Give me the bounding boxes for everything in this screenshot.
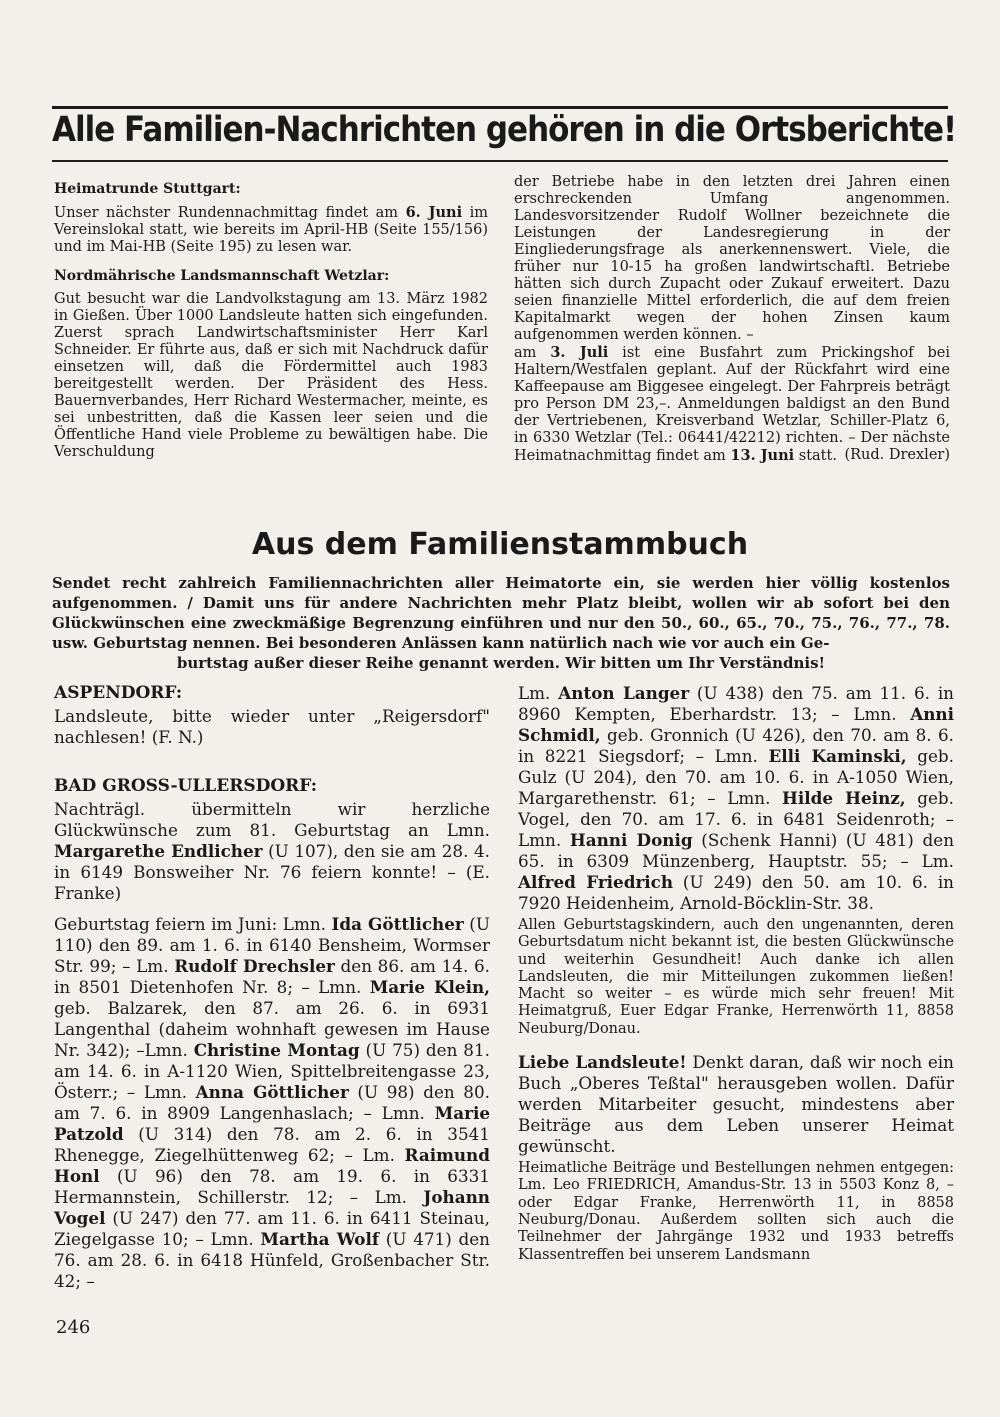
person-name: Alfred Friedrich	[518, 872, 674, 892]
person-name: Anni Schmidl,	[518, 704, 954, 745]
top-right-column	[514, 174, 950, 465]
entry-text: Geburtstag feiern im Juni: Lmn.	[54, 914, 332, 934]
bad-gross-birthdays	[54, 914, 490, 1292]
signature: (Rud. Drexler)	[844, 447, 950, 463]
person-name: Ida Göttlicher	[331, 914, 464, 934]
aspendorf-heading: ASPENDORF:	[54, 683, 183, 703]
person-name: Raimund Honl	[54, 1145, 490, 1186]
person-name: Hilde Heinz,	[782, 788, 906, 808]
person-name: Anna Göttlicher	[195, 1082, 349, 1102]
entry-text: geb. Vogel, den 70. am 17. 6. in 6481 Seidenroth; – Lmn.	[518, 788, 954, 850]
person-name: Elli Kaminski,	[768, 746, 907, 766]
entry-text: (U 98) den 80. am 7. 6. in 8909 Langenhaslach; – Lmn.	[54, 1082, 490, 1123]
entry-text: (U 75) den 81. am 14. 6. in A-1120 Wien, Spittelbreitengasse 23, Österr.; – Lmn.	[54, 1040, 490, 1102]
banner-top-rule	[52, 106, 948, 109]
entry-text: Lm.	[518, 683, 559, 703]
entry-text: (U 96) den 78. am 19. 6. in 6331 Hermannstein, Schillerstr. 12; – Lm.	[54, 1166, 490, 1207]
person-name: Johann Vogel	[54, 1187, 490, 1228]
entry-text: (U 249) den 50. am 10. 6. in 7920 Heidenheim, Arnold-Böcklin-Str. 38.	[518, 872, 954, 913]
entry-text: geb. Gulz (U 204), den 70. am 10. 6. in A-1050 Wien, Margarethenstr. 61; – Lmn.	[518, 746, 954, 808]
contributions-note: Heimatliche Beiträge und Bestellungen nehmen entgegen: Lm. Leo FRIEDRICH, Amandus-Str. 13 in 5503 Konz 8, – oder Edgar Franke, Herrenwörth 11, in 8858 Neuburg/Donau. Außerdem sollten sich auch die Teilnehmer der Jahrgänge 1932 und 1933 betreffs Klassentreffen bei unserem Landsmann	[518, 1160, 954, 1263]
entry-text: (U 471) den 76. am 28. 6. in 6418 Hünfeld, Großenbacher Str. 42; –	[54, 1229, 490, 1291]
person-name: Marie Patzold	[54, 1103, 490, 1144]
banner-heading: Alle Familien-Nachrichten gehören in die Ortsberichte!	[52, 109, 957, 151]
right-birthdays	[518, 683, 954, 914]
aspendorf-text: Landsleute, bitte wieder unter „Reigersdorf" nachlesen! (F. N.)	[54, 706, 490, 747]
wetzlar-text: Gut besucht war die Landvolkstagung am 13. März 1982 in Gießen. Über 1000 Landsleute hatten sich eingefunden. Zuerst sprach Landwirtschaftsminister Herr Karl Schneider. Er führte aus, daß er sich mit Nachdruck dafür einsetzen will, daß die Fördermittel auch 1983 bereitgestellt werden. Der Präsident des Hess. Bauernverbandes, Herr Richard Westermacher, meinte, es sei unbestritten, daß die Kassen leer seien und die Öffentliche Hand viele Probleme zu bewältigen habe. Die Verschuldung	[54, 291, 488, 460]
intro-notice: Sendet recht zahlreich Familiennachrichten aller Heimatorte ein, sie werden hier völlig kostenlos aufgenommen. / Damit uns für andere Nachrichten mehr Platz bleibt, wollen wir ab sofort bei den Glückwünschen eine zweckmäßige Begrenzung einführen und nur den 50., 60., 65., 70., 75., 76., 77., 78. usw. Geburtstag nennen. Bei besonderen Anlässen kann natürlich nach wie vor auch ein Ge- burtstag außer dieser Reihe genannt werden. Wir bitten um Ihr Verständnis!	[52, 574, 950, 672]
entry-text: geb. Balzarek, den 87. am 26. 6. in 6931 Langenthal (daheim wohnhaft gewesen im Hause Nr. 342); –Lmn.	[54, 998, 490, 1060]
bad-gross-heading: BAD GROSS-ULLERSDORF:	[54, 776, 318, 796]
closing-greeting: Allen Geburtstagskindern, auch den ungenannten, deren Geburtsdatum nicht bekannt ist, die besten Glückwünsche und weiterhin Gesundheit! Auch danke ich allen Landsleuten, die mir Mitteilungen zukommen ließen! Macht so weiter – es würde mich sehr freuen! Mit Heimatgruß, Euer Edgar Franke, Herrenwörth 11, 8858 Neuburg/Donau.	[518, 917, 954, 1037]
entry-text: (Schenk Hanni) (U 481) den 65. in 6309 Münzenberg, Hauptstr. 55; – Lm.	[518, 830, 954, 871]
person-name: Marie Klein,	[369, 977, 490, 997]
person-name: Hanni Donig	[569, 830, 693, 850]
entry-text: (U 247) den 77. am 11. 6. in 6411 Steinau, Ziegelgasse 10; – Lmn.	[54, 1208, 490, 1249]
bad-gross-belated: Nachträgl. übermitteln wir herzliche Glückwünsche zum 81. Geburtstag an Lmn. Margarethe Endlicher (U 107), den sie am 28. 4. in 6149 Bonsweiher Nr. 76 feiern konnte! – (E. Franke)	[54, 799, 490, 903]
top-left-column	[54, 181, 488, 461]
page-number: 246	[56, 1317, 91, 1338]
stuttgart-heading: Heimatrunde Stuttgart:	[54, 181, 241, 197]
liebe-landsleute: Liebe Landsleute! Denkt daran, daß wir noch ein Buch „Oberes Teßtal" herausgeben wollen. Dafür werden Mitarbeiter gesucht, mindestens aber Beiträge aus dem Leben unserer Heimat gewünscht.	[518, 1052, 954, 1157]
entry-text: (U 110) den 89. am 1. 6. in 6140 Bensheim, Wormser Str. 99; – Lm.	[54, 914, 490, 976]
section-title: Aus dem Familienstammbuch	[251, 527, 749, 562]
person-name: Anton Langer	[558, 683, 690, 703]
person-name: Christine Montag	[193, 1040, 360, 1060]
wetzlar-continued: der Betriebe habe in den letzten drei Jahren einen erschreckenden Umfang angenommen. Landesvorsitzender Rudolf Wollner bezeichnete die Leistungen der Landesregierung in der Eingliederungsfrage als anerkennenswert. Viele, die früher nur 10-15 ha großen landwirtschaftl. Betriebe hätten sich durch Zupacht oder Zukauf erweitert. Dazu seien finanzielle Mittel erforderlich, die auf dem freien Kapitalmarkt wegen der hohen Zinsen kaum aufgenommen werden können. –	[514, 174, 950, 343]
stuttgart-text: Unser nächster Rundennachmittag findet am 6. Juni im Vereinslokal statt, wie bereits im April-HB (Seite 155/156) und im Mai-HB (Seite 195) zu lesen war.	[54, 204, 489, 255]
banner-bottom-rule	[52, 160, 948, 162]
entry-text: (U 438) den 75. am 11. 6. in 8960 Kempten, Eberhardstr. 13; – Lmn.	[518, 683, 954, 724]
person-name: Rudolf Drechsler	[174, 956, 335, 976]
entry-text: geb. Gronnich (U 426), den 70. am 8. 6. in 8221 Siegsdorf; – Lmn.	[518, 725, 954, 766]
entry-text: den 86. am 14. 6. in 8501 Dietenhofen Nr. 8; – Lmn.	[54, 956, 490, 997]
person-name: Martha Wolf	[260, 1229, 380, 1249]
wetzlar-heading: Nordmährische Landsmannschaft Wetzlar:	[54, 268, 390, 284]
wetzlar-excursion: am 3. Juli ist eine Busfahrt zum Prickingshof bei Haltern/Westfalen geplant. Auf der Rückfahrt wird eine Kaffeepause am Biggesee eingelegt. Der Fahrpreis beträgt pro Person DM 23,–. Anmeldungen baldigst an den Bund der Vertriebenen, Kreisverband Wetzlar, Schiller-Platz 6, in 6330 Wetzlar (Tel.: 06441/42212) richten. – Der nächste Heimatnachmittag findet am 13. Juni statt. (Rud. Drexler)	[514, 344, 950, 464]
entry-text: (U 314) den 78. am 2. 6. in 3541 Rhenegge, Ziegelhüttenweg 62; – Lm.	[54, 1124, 490, 1165]
bottom-right-column	[518, 683, 954, 1264]
bottom-left-column	[54, 683, 490, 1292]
